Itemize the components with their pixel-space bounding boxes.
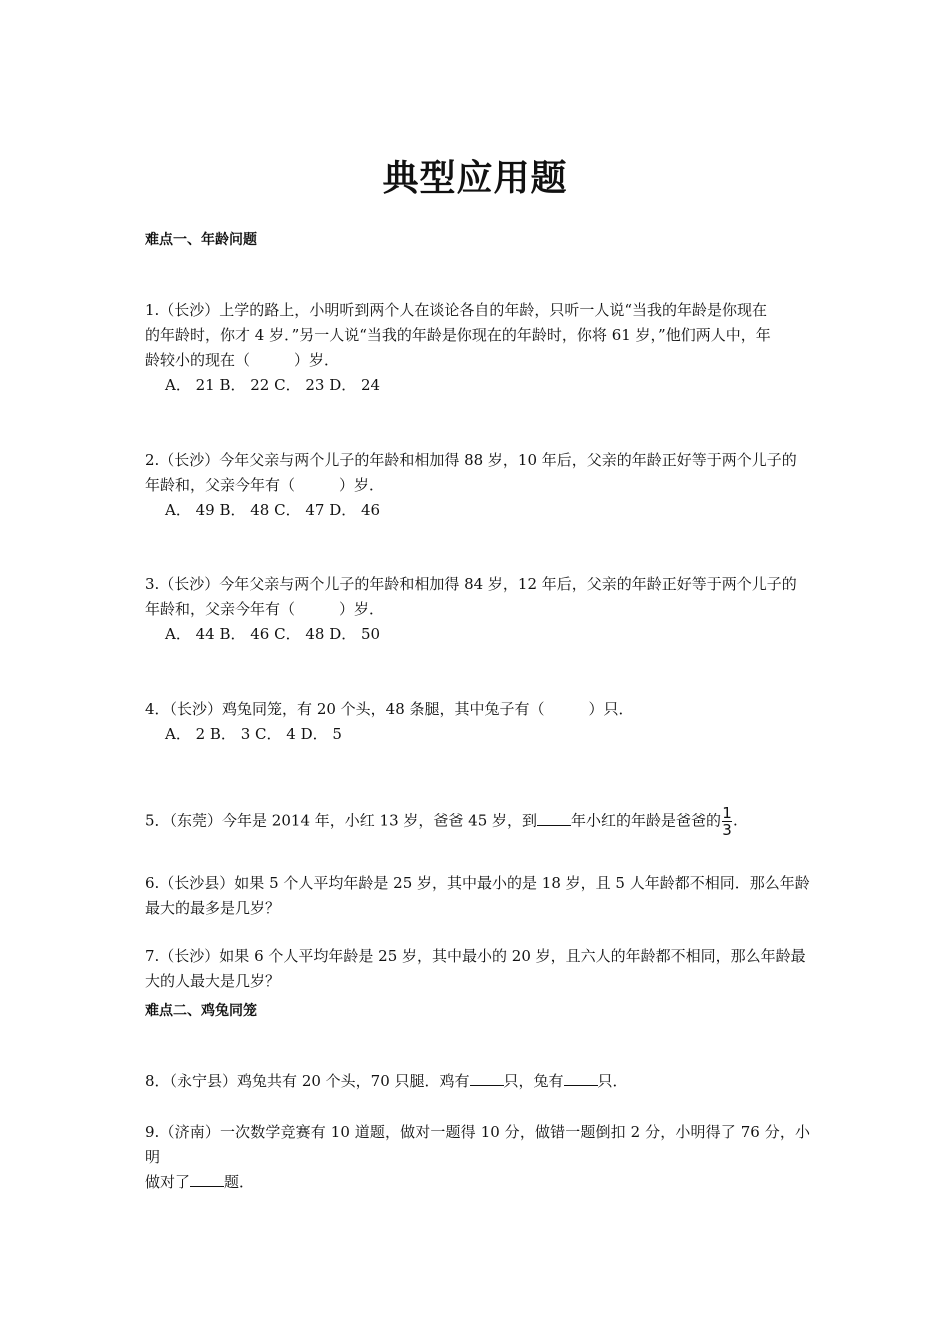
section-heading-chicken-rabbit: 难点二、鸡兔同笼 — [145, 1003, 257, 1019]
question-text: 3.（长沙）今年父亲与两个儿子的年龄和相加得 84 岁，12 年后，父亲的年龄正好等于两个儿子的 — [145, 575, 797, 593]
question-text: 的年龄时，你才 4 岁．”另一人说“当我的年龄是你现在的年龄时，你将 61 岁，”他们两人中，年 — [145, 326, 771, 344]
answer-options: A． 21 B． 22 C． 23 D． 24 — [165, 376, 381, 394]
question-text: 最大的最多是几岁？ — [145, 899, 281, 917]
question-3 — [145, 572, 810, 647]
question-text: 年龄和，父亲今年有（ ）岁． — [145, 600, 385, 618]
section-heading-age: 难点一、年龄问题 — [145, 232, 257, 248]
question-7 — [145, 944, 810, 994]
question-9 — [145, 1120, 810, 1195]
question-4 — [145, 697, 810, 747]
page-title: 典型应用题 — [382, 158, 568, 199]
question-text: 4．（长沙）鸡兔同笼，有 20 个头，48 条腿，其中兔子有（ ）只． — [145, 700, 634, 718]
question-text: 龄较小的现在（ ）岁． — [145, 351, 340, 369]
question-text: 9.（济南）一次数学竞赛有 10 道题，做对一题得 10 分，做错一题倒扣 2 分，小明得了 76 分，小明 — [145, 1123, 810, 1166]
question-text: 1.（长沙）上学的路上，小明听到两个人在谈论各自的年龄，只听一人说“当我的年龄是你现在 — [145, 301, 767, 319]
answer-blank — [564, 1071, 598, 1086]
question-text: 6.（长沙县）如果 5 个人平均年龄是 25 岁，其中最小的是 18 岁，且 5 人年龄都不相同．那么年龄 — [145, 874, 810, 892]
question-2 — [145, 448, 810, 523]
question-1 — [145, 298, 810, 398]
question-8 — [145, 1069, 810, 1094]
question-text: 2.（长沙）今年父亲与两个儿子的年龄和相加得 88 岁，10 年后，父亲的年龄正好等于两个儿子的 — [145, 451, 797, 469]
question-text: 8．（永宁县）鸡兔共有 20 个头，70 只腿．鸡有 只，兔有 只． — [145, 1072, 628, 1090]
answer-options: A． 2 B． 3 C． 4 D． 5 — [165, 725, 342, 743]
question-text: 大的人最大是几岁？ — [145, 972, 281, 990]
fraction-one-third: $\frac{1}{3}$ — [722, 804, 732, 839]
answer-options: A． 44 B． 46 C． 48 D． 50 — [165, 625, 381, 643]
answer-blank — [537, 811, 571, 826]
answer-options: A． 49 B． 48 C． 47 D． 46 — [165, 501, 381, 519]
question-text: 7.（长沙）如果 6 个人平均年龄是 25 岁，其中最小的 20 岁，且六人的年龄都不相同，那么年龄最 — [145, 947, 806, 965]
answer-blank — [470, 1071, 504, 1086]
question-text: 做对了 题． — [145, 1173, 255, 1191]
question-5 — [145, 806, 810, 837]
question-text: 5．（东莞）今年是 2014 年，小红 13 岁，爸爸 45 岁，到 年小红的年龄是爸爸的 $\frac{1}{3}$ . — [145, 804, 738, 839]
question-text: 年龄和，父亲今年有（ ）岁． — [145, 476, 385, 494]
question-6 — [145, 871, 810, 921]
answer-blank — [190, 1172, 224, 1187]
